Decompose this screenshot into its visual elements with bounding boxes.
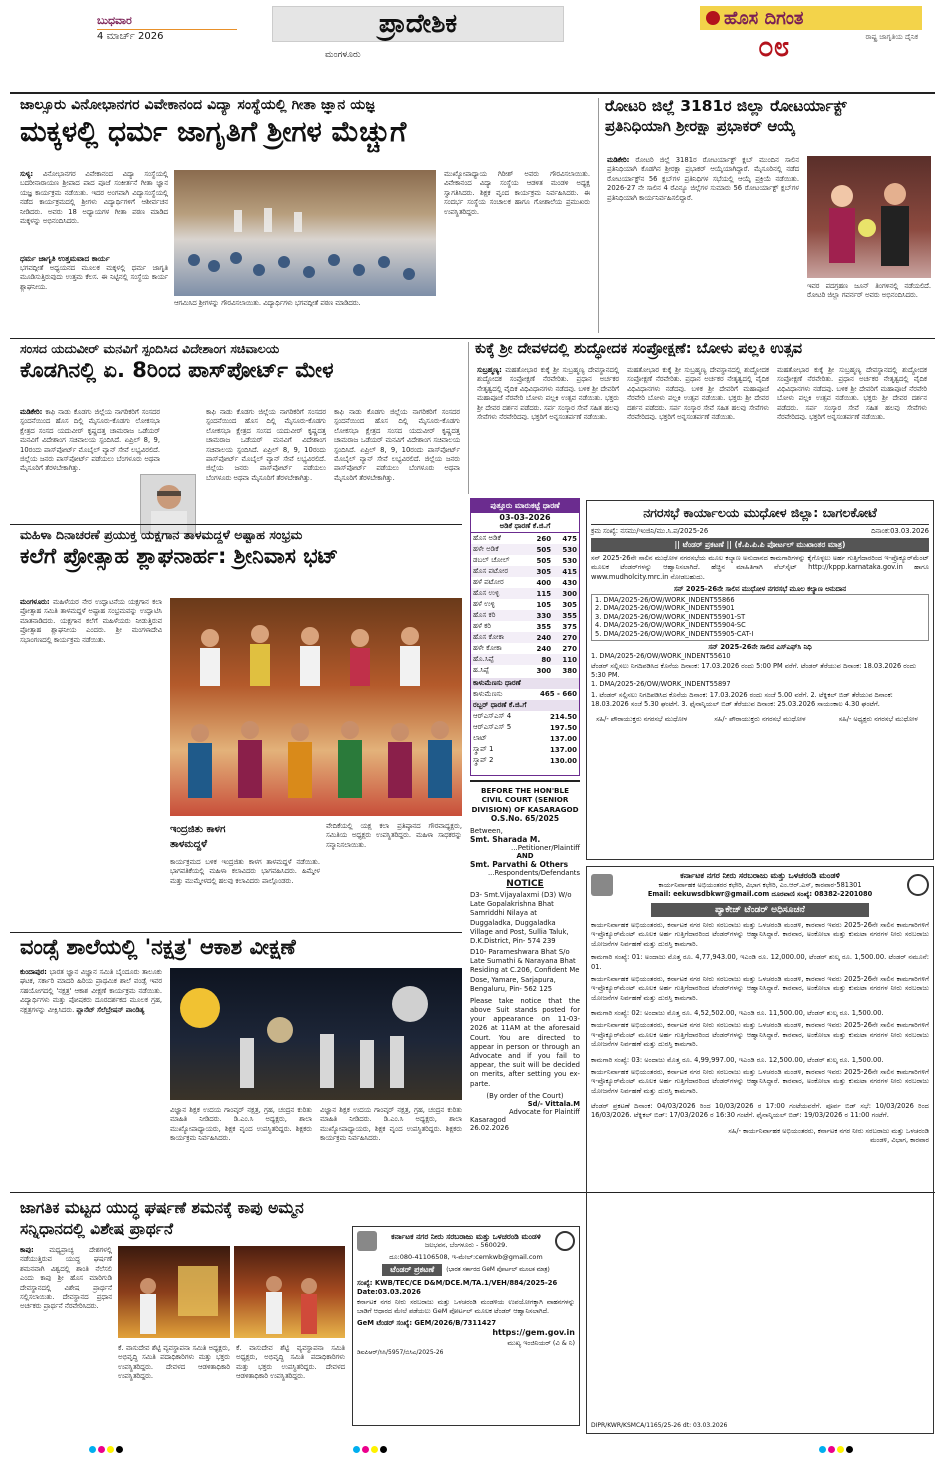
mudhol-body: ಸನ್ 2025-26ನೇ ಸಾಲಿನ ಮುಧೋಳ ನಗರಸಭೆಯ ಮೂಲ ಕಲ್ಯಾಣ ಅನುದಾನದ ಕಾಮಗಾರಿಗಳನ್ನು ಕೈಗೊಳ್ಳಲು ಅರ್ಹ ಗುತ್ತಿಗೆದಾರರಿಂದ ಇ-ಪ್ರೊಕ್ಯೂರ್‌ಮೆಂಟ್ ಮೂಲಕ ಟೆಂಡರ್‌ಗಳನ್ನು ಆಹ್ವಾನಿಸಲಾಗಿದೆ. ಹೆಚ್ಚಿನ ಮಾಹಿತಿಗಾಗಿ ವೆಬ್‌ಸೈಟ್ http://kppp.karnataka.gov.in ಹಾಗೂ www.mudholcity.mrc.in ನೋಡಬಹುದು.: [591, 554, 929, 581]
rubber-title: ರಬ್ಬರ್ ಧಾರಣೆ ಕೆ.ಜಿ.ಗೆ: [471, 700, 579, 711]
rate-name: ಡಬಲ್ ಚೋಲ್: [473, 556, 510, 564]
court-d10: D10- Parameshwara Bhat S/o Late Sumathi & Narayana Bhat Residing at C.206, Confident Me Dose, Yamare, Sarjapura, Bengaluru, Pin- 562 125: [470, 948, 580, 993]
arecanut-rate-row: [471, 599, 579, 610]
story3-col3: ಕಾಫಿ ನಾಡು ಕೊಡಗು ಜಿಲ್ಲೆಯ ನಾಗರಿಕರಿಗೆ ಸಂಸದರ ಸ್ಪಂದನೆಯಿಂದ ಹೊಸ ದಿಲ್ಲಿ ಮೈಸೂರು-ಕೊಡಗು ಲೋಕಸಭಾ ಕ್ಷೇತ್ರದ ಸಂಸದ ಯದುವೀರ್ ಕೃಷ್ಣದತ್ತ ಚಾಮರಾಜ ಒಡೆಯರ್ ಮನವಿಗೆ ವಿದೇಶಾಂಗ ಸಚಿವಾಲಯ ಸ್ಪಂದಿಸಿದೆ. ಏಪ್ರಿಲ್ 8, 9, 10ರಂದು ಪಾಸ್‌ಪೋರ್ಟ್ ಮೊಬೈಲ್ ವ್ಯಾನ್ ಸೇವೆ ಲಭ್ಯವಿರಲಿದೆ. ಜಿಲ್ಲೆಯ ಜನರು ಪಾಸ್‌ಪೋರ್ಟ್ ಪಡೆಯಲು ಬೆಂಗಳೂರು ಅಥವಾ ಮೈಸೂರಿಗೆ ತೆರಳಬೇಕಾಗಿತ್ತು.: [334, 408, 460, 482]
rubber-value: 137.00: [549, 734, 577, 743]
arecanut-rate-row: [471, 665, 579, 676]
arecanut-rate-row: [471, 610, 579, 621]
arecanut-rate-row: [471, 621, 579, 632]
story2-body: [607, 156, 799, 333]
story4-col3: ಮಹತೋಭಾರ ಕುಕ್ಕೆ ಶ್ರೀ ಸುಬ್ರಹ್ಮಣ್ಯ ದೇವಸ್ಥಾನದಲ್ಲಿ ಶುದ್ಧೋದಕ ಸಂಪ್ರೋಕ್ಷಣೆ ನೆರವೇರಿತು. ಪ್ರಧಾನ ಅರ್ಚಕರ ನೇತೃತ್ವದಲ್ಲಿ ವೈದಿಕ ವಿಧಿವಿಧಾನಗಳು ನಡೆದವು. ಬಳಿಕ ಶ್ರೀ ದೇವರಿಗೆ ಮಹಾಪೂಜೆ ನೆರವೇರಿ ಬೋಳು ಪಲ್ಲಕಿ ಉತ್ಸವ ನಡೆಯಿತು. ಭಕ್ತರು ಶ್ರೀ ದೇವರ ದರ್ಶನ ಪಡೆದರು. ಸರ್ಪ ಸಂಸ್ಕಾರ ಸೇವೆ ಸಹಿತ ಹಲವು ಸೇವೆಗಳು ನೆರವೇರಿದವು. ಭಕ್ತರಿಗೆ ಅನ್ನಸಂತರ್ಪಣೆ ನಡೆಯಿತು.: [777, 366, 927, 421]
story1-headline: ಮಕ್ಕಳಲ್ಲಿ ಧರ್ಮ ಜಾಗೃತಿಗೆ ಶ್ರೀಗಳ ಮೆಚ್ಚುಗೆ: [20, 114, 407, 148]
rate-name: ಹೊಸ ಕರಿ: [473, 611, 496, 619]
mudhol-notice-title: || ಟೆಂಡರ್ ಪ್ರಕಟಣೆ || (ಕೆ.ಪಿ.ಪಿ.ಪಿ ಪೋರ್ಟಲ್ ಮುಖಾಂತರ ಮಾತ್ರ): [591, 538, 929, 552]
rubber-value: 197.50: [549, 723, 577, 732]
court-notice-title: NOTICE: [506, 879, 544, 890]
pepper-row: [471, 689, 579, 700]
rate-name: ಹಳೇ ಅಡಿಕೆ: [473, 545, 499, 553]
rate-high: 475: [562, 534, 577, 543]
court-between: Between,: [470, 827, 503, 836]
arecanut-rate-row: [471, 566, 579, 577]
rate-high: 530: [562, 545, 577, 554]
rate-low: 80: [541, 655, 552, 664]
work-indent-item: 1. DMA/2025-26/OW/WORK_INDENT55897: [591, 680, 731, 689]
rubber-rate-row: [471, 733, 579, 744]
tender-ad-gem-url[interactable]: https://gem.gov.in: [492, 1327, 575, 1337]
rubber-name: ಆರ್‌ಎಸ್‌ಎಸ್ 5: [473, 723, 512, 731]
cmyk-marks-left: [88, 1438, 124, 1457]
pepper-label: ಕಾಳುಮೆಣಸು: [473, 690, 503, 698]
pepper-title: ಕಾಳುಮೆಣಸು ಧಾರಣೆ: [471, 678, 579, 689]
work-indent-item: 4. DMA/2025-26/OW/WORK_INDENT55904-SC: [595, 621, 746, 630]
story5-body-text: ಮಹಿಳೆಯರ ನೇರ ಉದ್ಘಾಟನೆಯ ಯಕ್ಷಗಾನ ಕಲಾ ಪ್ರೋತ್ಸಾಹ ಸಮಿತಿ ತಾಳಮದ್ದಳೆ ಅಷ್ಟಾಹ ಸಂಭ್ರಮವನ್ನು ಉದ್ಘಾಟಿಸಿ ಮಾತನಾಡಿದರು. ಯಕ್ಷಗಾನ ಕಲೆಗೆ ಮಹಿಳೆಯರು ನೀಡುತ್ತಿರುವ ಪ್ರೋತ್ಸಾಹ ಶ್ಲಾಘನೀಯ ಎಂದರು. ಶ್ರೀ ಮಂಗಳಾದೇವಿ ಸಭಾಂಗಣದಲ್ಲಿ ಕಾರ್ಯಕ್ರಮ ನಡೆಯಿತು.: [20, 598, 162, 644]
story1-subhead: ಧರ್ಮ ಜಾಗೃತಿ ಉತ್ತಮವಾದ ಕಾರ್ಯ: [20, 254, 110, 263]
story1-col1: [20, 170, 168, 333]
karnataka-emblem-icon: [357, 1231, 377, 1251]
mudhol-works2-list: [591, 652, 929, 661]
story-passport-mela: [20, 342, 460, 520]
story7-photo-1: [118, 1246, 230, 1338]
brand-tagline: ರಾಷ್ಟ್ರ ಜಾಗೃತಿಯ ದೈನಿಕ: [865, 33, 918, 41]
rate-name: ಹೊಸ ಅಡಿಕೆ: [473, 534, 501, 542]
brand-bar: [700, 6, 922, 30]
rubber-rate-row: [471, 722, 579, 733]
story3-col1: [20, 408, 160, 520]
section-banner: [272, 6, 564, 42]
story6-photo: [170, 968, 462, 1100]
rate-low: 240: [536, 633, 552, 642]
rate-high: 305: [562, 600, 577, 609]
temple-prayer-photo-2: [234, 1246, 345, 1338]
masthead-day: ಬುಧವಾರ: [97, 14, 237, 30]
mudhol-sign-2: ಸಹಿ/- ಪೌರಾಯುಕ್ತರು ನಗರಸಭೆ ಮುಧೋಳ: [714, 715, 806, 724]
rate-name: ಹಳೆ ಪಟೋರ: [473, 578, 504, 586]
story3-col2: ಕಾಫಿ ನಾಡು ಕೊಡಗು ಜಿಲ್ಲೆಯ ನಾಗರಿಕರಿಗೆ ಸಂಸದರ ಸ್ಪಂದನೆಯಿಂದ ಹೊಸ ದಿಲ್ಲಿ ಮೈಸೂರು-ಕೊಡಗು ಲೋಕಸಭಾ ಕ್ಷೇತ್ರದ ಸಂಸದ ಯದುವೀರ್ ಕೃಷ್ಣದತ್ತ ಚಾಮರಾಜ ಒಡೆಯರ್ ಮನವಿಗೆ ವಿದೇಶಾಂಗ ಸಚಿವಾಲಯ ಸ್ಪಂದಿಸಿದೆ. ಏಪ್ರಿಲ್ 8, 9, 10ರಂದು ಪಾಸ್‌ಪೋರ್ಟ್ ಮೊಬೈಲ್ ವ್ಯಾನ್ ಸೇವೆ ಲಭ್ಯವಿರಲಿದೆ. ಜಿಲ್ಲೆಯ ಜನರು ಪಾಸ್‌ಪೋರ್ಟ್ ಪಡೆಯಲು ಬೆಂಗಳೂರು ಅಥವಾ ಮೈಸೂರಿಗೆ ತೆರಳಬೇಕಾಗಿತ್ತು.: [206, 408, 326, 482]
court-d3: D3- Smt.Vijayalaxmi (D3) W/o Late Gopalakrishna Bhat Samriddhi Nilaya at Duggaladka, Duggaladka Village and Post, Sullia Taluk, D.K.District, Pin- 574 239: [470, 891, 572, 945]
story7-col2: ಕೆ. ವಾಸುದೇವ ಶೆಟ್ಟಿ ವ್ಯವಸ್ಥಾಪನಾ ಸಮಿತಿ ಅಧ್ಯಕ್ಷರು, ಅಭಿವೃದ್ಧಿ ಸಮಿತಿ ಪದಾಧಿಕಾರಿಗಳು ಮತ್ತು ಭಕ್ತರು ಉಪಸ್ಥಿತರಿದ್ದರು. ದೇವಳದ ಆಡಳಿತಾಧಿಕಾರಿ ಉಪಸ್ಥಿತರಿದ್ದರು.: [118, 1344, 230, 1381]
mudhol-dates: ಟೆಂಡರ್ ಸಲ್ಲಿಸಲು ನಿಗದಿಪಡಿಸಿದ ಕೊನೆಯ ದಿನಾಂಕ: 17.03.2026 ರಂದು 5:00 PM ವರೆಗೆ. ಟೆಂಡರ್ ತೆರೆಯುವ ದಿನಾಂಕ: 18.03.2026 ರಂದು 5:30 PM.: [591, 662, 917, 680]
rate-name: ಹೊ.ಸಿಪ್ಪೆ: [473, 655, 494, 663]
court-sign-role: Advocate for Plaintiff: [508, 1107, 580, 1116]
mudhol-sign-1: ಸಹಿ/- ಪೌರಾಯುಕ್ತರು ನಗರಸಭೆ ಮುಧೋಳ: [596, 715, 688, 724]
market-date: 03-03-2026: [499, 513, 551, 522]
story4-headline: ಕುಕ್ಕೆ ಶ್ರೀ ದೇವಳದಲ್ಲಿ ಶುದ್ಧೋದಕ ಸಂಪ್ರೋಕ್ಷಣೆ: ಬೋಳು ಪಲ್ಲಕಿ ಉತ್ಸವ: [475, 341, 803, 357]
story7-body-text: ಮಧ್ಯಪ್ರಾಚ್ಯ ದೇಶಗಳಲ್ಲಿ ನಡೆಯುತ್ತಿರುವ ಯುದ್ಧ ಘರ್ಷಣೆ ಶಮನವಾಗಿ ವಿಶ್ವದಲ್ಲಿ ಶಾಂತಿ ನೆಲೆಸಲಿ ಎಂದು ಕಾಪು ಶ್ರೀ ಹೊಸ ಮಾರಿಗುಡಿ ದೇವಸ್ಥಾನದಲ್ಲಿ ವಿಶೇಷ ಪ್ರಾರ್ಥನೆ ಸಲ್ಲಿಸಲಾಯಿತು. ದೇವಸ್ಥಾನದ ಪ್ರಧಾನ ಅರ್ಚಕರು ಪ್ರಾರ್ಥನೆ ನೆರವೇರಿಸಿದರು.: [20, 1246, 112, 1311]
court-header: BEFORE THE HON'BLE CIVIL COURT (SENIOR DIVISION) OF KASARAGOD: [471, 786, 579, 814]
story3-dateline: ಮಡಿಕೇರಿ:: [20, 408, 43, 416]
rate-name: ಹಳೆ ಉಳ್ಳಿ: [473, 600, 495, 608]
mudhol-ref-row: [591, 527, 929, 536]
tender-ad-gem-no: GeM ಟೆಂಡರ್ ಸಂಖ್ಯೆ: GEM/2026/B/7311427: [357, 1318, 497, 1327]
night-sky-photo: [170, 968, 462, 1100]
rate-name: ಹೊಸ ಪಟೋರ: [473, 567, 509, 575]
rate-name: ಹೊಸ ಕೋಕಾ: [473, 633, 505, 641]
market-title: ಪುತ್ತೂರು ಮಾರುಕಟ್ಟೆ ಧಾರಣೆ: [471, 499, 579, 513]
story1-photo: [174, 170, 436, 296]
brand-name: ಹೊಸ ದಿಗಂತ: [724, 7, 804, 29]
cmyk-marks-right: [818, 1438, 854, 1457]
story3-mp-photo: [140, 474, 196, 534]
masthead-city: ಮಂಗಳೂರು: [325, 50, 361, 60]
cmyk-marks-mid: [352, 1438, 388, 1457]
karwar-email: Email: eekuwsdbkwr@gmail.com ದೂರವಾಣಿ ಸಂಖ್ಯೆ: 08382-2201080: [647, 890, 873, 898]
divider-2: [10, 524, 462, 525]
section-title: ಪ್ರಾದೇಶಿಕ: [378, 9, 458, 39]
rate-name: ಹಳೆ ಕರಿ: [473, 622, 492, 630]
story-yakshagana: [20, 528, 462, 928]
rate-low: 305: [536, 567, 552, 576]
story-kukke: [468, 342, 931, 494]
tender-ad-title: ಟೆಂಡರ್ ಪ್ರಕಟಣೆ: [382, 1264, 442, 1276]
story7-photo-2: [234, 1246, 345, 1338]
rubber-rates-table: [471, 711, 579, 766]
court-sign: Sd/- Vittala.M: [527, 1099, 580, 1108]
story6-headline: ವಂಡ್ಸೆ ಶಾಲೆಯಲ್ಲಿ 'ನಕ್ಷತ್ರ' ಆಕಾಶ ವೀಕ್ಷಣೆ: [20, 935, 296, 959]
story6-subhead: ಪ್ಲಾನೆಟ್ ಸೆಲೆಬ್ರೇಷನ್ ಪಾಂಡಿತ್ಯ: [76, 1005, 145, 1014]
rate-low: 300: [536, 666, 552, 675]
court-defendant-role: ...Respondents/Defendants: [488, 869, 580, 878]
rate-low: 115: [536, 589, 552, 598]
work-indent-item: 1. DMA/2025-26/OW/WORK_INDENT55866: [595, 595, 735, 604]
brand-logo-icon: [706, 11, 720, 25]
mudhol-dates2: 1. ಟೆಂಡರ್ ಸಲ್ಲಿಸಲು ನಿಗದಿಪಡಿಸಿದ ಕೊನೆಯ ದಿನಾಂಕ: 17.03.2026 ರಂದು ಸಂಜೆ 5.00 ವರೆಗೆ. 2. ಟೆಕ್ನಿಕಲ್ ಬಿಡ್ ತೆರೆಯುವ ದಿನಾಂಕ: 18.03.2026 ಸಂಜೆ 5.30 ಘಂಟೆಗೆ. 3. ಫೈನಾನ್ಶಿಯಲ್ ಬಿಡ್ ತೆರೆಯುವ ದಿನಾಂಕ: 25.03.2026 ಸಾಯಂಕಾಲ 4.30 ಘಂಟೆಗೆ.: [591, 690, 893, 708]
mudhol-signatures: [591, 715, 929, 724]
rubber-value: 137.00: [549, 745, 577, 754]
rubber-name: ಆರ್‌ಎಸ್‌ಎಸ್ 4: [473, 712, 512, 720]
story6-dateline: ಕುಂದಾಪುರ:: [20, 968, 47, 976]
karwar-body: ಕಾರ್ಯನಿರ್ವಾಹಕ ಅಭಿಯಂತರರು, ಕರ್ನಾಟಕ ನಗರ ನೀರು ಸರಬರಾಜು ಮತ್ತು ಒಳಚರಂಡಿ ಮಂಡಳಿ, ಕಾರವಾರ ಇವರು 2025-26ನೇ ಸಾಲಿನ ಕಾಮಗಾರಿಗಳಿಗೆ ಇ-ಪ್ರೊಕ್ಯೂರ್‌ಮೆಂಟ್ ಮೂಲಕ ಅರ್ಹ ಗುತ್ತಿಗೆದಾರರಿಂದ ಟೆಂಡರ್‌ಗಳನ್ನು ಆಹ್ವಾನಿಸಿದ್ದಾರೆ. ಕಾರವಾರ, ಅಂಕೋಲಾ ಮತ್ತು ಕುಮಟಾ ನಗರಗಳ ನೀರು ಸರಬರಾಜು ಯೋಜನೆಗಳ ನಿರ್ವಹಣೆ ಮತ್ತು ದುರಸ್ತಿ ಕಾಮಗಾರಿ.: [591, 921, 929, 948]
rubber-value: 130.00: [549, 756, 577, 765]
story5-body2: ಕಾರ್ಯಕ್ರಮದ ಬಳಿಕ ಇಂದ್ರಜಿತು ಕಾಳಗ ತಾಳಮದ್ದಳೆ ನಡೆಯಿತು. ಭಾಗವತಿಕೆಯಲ್ಲಿ ಮಹಿಳಾ ಕಲಾವಿದರು ಭಾಗವಹಿಸಿದರು. ಹಿಮ್ಮೇಳ ಮತ್ತು ಮುಮ್ಮೇಳದಲ್ಲಿ ಹಲವು ಕಲಾವಿದರು ಪಾಲ್ಗೊಂಡರು.: [170, 858, 320, 885]
story7-col1: [20, 1246, 112, 1434]
karwar-item-2: ಕಾಮಗಾರಿ ಸಂಖ್ಯೆ: 02: ಅಂದಾಜು ಮೊತ್ತ ರೂ. 4,52,502.00, ಇಎಂಡಿ ರೂ. 11,500.00, ಟೆಂಡರ್ ಶುಲ್ಕ ರೂ. 1,500.00.: [591, 1009, 884, 1017]
story-geetha-yajna: [20, 98, 590, 333]
court-plaintiff: Smt. Sharada M.: [470, 835, 541, 845]
rubber-rate-row: [471, 744, 579, 755]
karwar-item-3-detail: ಕಾರ್ಯನಿರ್ವಾಹಕ ಅಭಿಯಂತರರು, ಕರ್ನಾಟಕ ನಗರ ನೀರು ಸರಬರಾಜು ಮತ್ತು ಒಳಚರಂಡಿ ಮಂಡಳಿ, ಕಾರವಾರ ಇವರು 2025-26ನೇ ಸಾಲಿನ ಕಾಮಗಾರಿಗಳಿಗೆ ಇ-ಪ್ರೊಕ್ಯೂರ್‌ಮೆಂಟ್ ಮೂಲಕ ಅರ್ಹ ಗುತ್ತಿಗೆದಾರರಿಂದ ಟೆಂಡರ್‌ಗಳನ್ನು ಆಹ್ವಾನಿಸಿದ್ದಾರೆ. ಕಾರವಾರ, ಅಂಕೋಲಾ ಮತ್ತು ಕುಮಟಾ ನಗರಗಳ ನೀರು ಸರಬರಾಜು ಯೋಜನೆಗಳ ನಿರ್ವಹಣೆ ಮತ್ತು ದುರಸ್ತಿ ಕಾಮಗಾರಿ.: [591, 1067, 929, 1095]
story6-body-text: ಭಾರತ ಜ್ಞಾನ ವಿಜ್ಞಾನ ಸಮಿತಿ ಬೈಂದೂರು ತಾಲೂಕು ಘಟಕ, ಸರ್ಕಾರಿ ಮಾದರಿ ಹಿರಿಯ ಪ್ರಾಥಮಿಕ ಶಾಲೆ ವಂಡ್ಸೆ ಇವರ ಸಹಯೋಗದಲ್ಲಿ 'ನಕ್ಷತ್ರ' ಆಕಾಶ ವೀಕ್ಷಣೆ ಕಾರ್ಯಕ್ರಮ ನಡೆಯಿತು. ವಿದ್ಯಾರ್ಥಿಗಳು ಮತ್ತು ಪೋಷಕರು ದೂರದರ್ಶಕದ ಮೂಲಕ ಗ್ರಹ, ನಕ್ಷತ್ರಗಳನ್ನು ವೀಕ್ಷಿಸಿದರು.: [20, 968, 162, 1014]
court-notice: [470, 780, 580, 1192]
story7-col3: ಕೆ. ವಾಸುದೇವ ಶೆಟ್ಟಿ ವ್ಯವಸ್ಥಾಪನಾ ಸಮಿತಿ ಅಧ್ಯಕ್ಷರು, ಅಭಿವೃದ್ಧಿ ಸಮಿತಿ ಪದಾಧಿಕಾರಿಗಳು ಮತ್ತು ಭಕ್ತರು ಉಪಸ್ಥಿತರಿದ್ದರು. ದೇವಳದ ಆಡಳಿತಾಧಿಕಾರಿ ಉಪಸ್ಥಿತರಿದ್ದರು.: [236, 1344, 345, 1381]
story4-col1: [477, 366, 619, 494]
rate-high: 300: [562, 589, 577, 598]
mudhol-works-title: ಸನ್ 2025-26ನೇ ಸಾಲಿನ ಮುಧೋಳ ನಗರಸಭೆ ಮೂಲ ಕಲ್ಯಾಣ ಅನುದಾನ: [673, 584, 847, 593]
story5-col1: [20, 598, 162, 928]
award-photo: [807, 156, 931, 278]
story3-headline: ಕೊಡಗಿನಲ್ಲಿ ಏ. 8ರಿಂದ ಪಾಸ್‌ಪೋರ್ಟ್ ಮೇಳ: [20, 358, 334, 383]
rubber-value: 214.50: [549, 712, 577, 721]
rate-low: 505: [536, 556, 552, 565]
arecanut-rate-row: [471, 632, 579, 643]
kuwssb-logo-icon: [555, 1231, 575, 1251]
court-date: 26.02.2026: [470, 1123, 509, 1132]
arecanut-rate-row: [471, 643, 579, 654]
mudhol-works-list: [591, 594, 929, 641]
court-order: (By order of the Court): [486, 1091, 564, 1100]
story5-dateline: ಮಂಗಳೂರು:: [20, 598, 50, 606]
rubber-rate-row: [471, 755, 579, 766]
rate-high: 110: [562, 655, 577, 664]
tender-ad-header: [357, 1231, 575, 1251]
story5-subhead: ಇಂದ್ರಜಿತು ಕಾಳಗ ತಾಳಮದ್ದಳೆ: [170, 824, 226, 850]
masthead: [0, 0, 945, 94]
rate-low: 105: [536, 600, 552, 609]
rate-name: ಹೊಸ ಉಳ್ಳಿ: [473, 589, 500, 597]
story-rotaract: [598, 98, 931, 333]
rate-high: 375: [562, 622, 577, 631]
arecanut-rate-row: [471, 555, 579, 566]
rate-low: 355: [536, 622, 552, 631]
rate-high: 530: [562, 556, 577, 565]
masthead-date: 4 ಮಾರ್ಚ್ 2026: [97, 31, 164, 42]
page-number: ೦೮: [758, 30, 790, 63]
rubber-name: ಸ್ಕ್ರಾಪ್ 1: [473, 745, 494, 753]
story5-headline: ಕಲೆಗೆ ಪ್ರೋತ್ಸಾಹ ಶ್ಲಾಘನಾರ್ಹ: ಶ್ರೀನಿವಾಸ ಭಟ್: [20, 544, 339, 569]
divider-1: [10, 338, 935, 339]
story5-kicker: ಮಹಿಳಾ ದಿನಾಚರಣೆ ಪ್ರಯುಕ್ತ ಯಕ್ಷಗಾನ ತಾಳಮದ್ದಳೆ ಅಷ್ಟಾಹ ಸಂಭ್ರಮ: [20, 527, 303, 542]
rate-name: ಹಳೇ ಕೋಕಾ: [473, 644, 502, 652]
story6-col1: [20, 968, 162, 1188]
story4-col2: ಮಹತೋಭಾರ ಕುಕ್ಕೆ ಶ್ರೀ ಸುಬ್ರಹ್ಮಣ್ಯ ದೇವಸ್ಥಾನದಲ್ಲಿ ಶುದ್ಧೋದಕ ಸಂಪ್ರೋಕ್ಷಣೆ ನೆರವೇರಿತು. ಪ್ರಧಾನ ಅರ್ಚಕರ ನೇತೃತ್ವದಲ್ಲಿ ವೈದಿಕ ವಿಧಿವಿಧಾನಗಳು ನಡೆದವು. ಬಳಿಕ ಶ್ರೀ ದೇವರಿಗೆ ಮಹಾಪೂಜೆ ನೆರವೇರಿ ಬೋಳು ಪಲ್ಲಕಿ ಉತ್ಸವ ನಡೆಯಿತು. ಭಕ್ತರು ಶ್ರೀ ದೇವರ ದರ್ಶನ ಪಡೆದರು. ಸರ್ಪ ಸಂಸ್ಕಾರ ಸೇವೆ ಸಹಿತ ಹಲವು ಸೇವೆಗಳು ನೆರವೇರಿದವು. ಭಕ್ತರಿಗೆ ಅನ್ನಸಂತರ್ಪಣೆ ನಡೆಯಿತು.: [627, 366, 769, 421]
rate-high: 430: [562, 578, 577, 587]
rate-name: ಹ.ಸಿಪ್ಪೆ: [473, 666, 490, 674]
court-place: Kasaragod: [470, 1115, 506, 1124]
rubber-name: ಲಾಟ್: [473, 734, 487, 742]
story2-body-text: ರೋಟರಿ ಜಿಲ್ಲೆ 3181ರ ರೋಟರ್ಯಾಕ್ಟ್ ಕ್ಲಬ್ ಮುಂದಿನ ಸಾಲಿನ ಪ್ರತಿನಿಧಿಯಾಗಿ ಕೊಡಗಿನ ಶ್ರೀರಕ್ಷಾ ಪ್ರಭಾಕರ್ ಆಯ್ಕೆಯಾಗಿದ್ದಾರೆ. ಮೈಸೂರಿನಲ್ಲಿ ನಡೆದ ರೋಟರ್ಯಾಕ್ಟ್‌ನ 56 ಕ್ಲಬ್‌ಗಳ ಪ್ರತಿನಿಧಿಗಳ ಸಭೆಯಲ್ಲಿ ಆಯ್ಕೆ ಪ್ರಕ್ರಿಯೆ ನಡೆಯಿತು. 2026-27 ನೇ ಸಾಲಿನ 4 ರೆವಿನ್ಯೂ ಜಿಲ್ಲೆಗಳ ಸುಮಾರು 56 ರೋಟರ್ಯಾಕ್ಟ್ ಕ್ಲಬ್‌ಗಳ ಪ್ರತಿನಿಧಿಯಾಗಿ ಕಾರ್ಯನಿರ್ವಹಿಸಲಿದ್ದಾರೆ.: [607, 156, 799, 202]
story2-dateline: ಮಡಿಕೇರಿ:: [607, 156, 630, 164]
work-indent-item: 3. DMA/2025-26/OW/WORK_INDENT55901-ST: [595, 612, 746, 621]
story1-body: [20, 170, 168, 252]
rate-high: 380: [562, 666, 577, 675]
story5-body3: ವೇದಿಕೆಯಲ್ಲಿ ಯಕ್ಷ ಕಲಾ ಪ್ರತಿಷ್ಠಾನದ ಗೌರವಾಧ್ಯಕ್ಷರು, ಸಮಿತಿಯ ಅಧ್ಯಕ್ಷರು ಉಪಸ್ಥಿತರಿದ್ದರು. ಮಹಿಳಾ ಸಾಧಕರನ್ನು ಸನ್ಮಾನಿಸಲಾಯಿತು.: [326, 822, 462, 849]
brand-block: [700, 6, 922, 66]
karwar-signer: ಸಹಿ/- ಕಾರ್ಯನಿರ್ವಾಹಕ ಅಭಿಯಂತರರು, ಕರ್ನಾಟಕ ನಗರ ನೀರು ಸರಬರಾಜು ಮತ್ತು ಒಳಚರಂಡಿ ಮಂಡಳಿ, ವಿಭಾಗ, ಕಾರವಾರ: [728, 1126, 929, 1144]
students-photo: [174, 170, 436, 296]
story1-body-text: ವಿನೋಭಾನಗರ ವಿವೇಕಾನಂದ ವಿದ್ಯಾ ಸಂಸ್ಥೆಯಲ್ಲಿ ಬದರೀನಾರಾಯಣ ಶ್ರೀಪಾದ ಪಾದ ಪೂಜೆ ಸಂಕೀರ್ತನೆ ಗೀತಾ ಜ್ಞಾನ ಯಜ್ಞ ಕಾರ್ಯಕ್ರಮ ನಡೆಯಿತು. ಇದರ ಅಂಗವಾಗಿ ವಿದ್ಯಾಸಂಸ್ಥೆಯಲ್ಲಿ ನಡೆದ ಕಾರ್ಯಕ್ರಮದಲ್ಲಿ ಶ್ರೀಗಳು ವಿದ್ಯಾರ್ಥಿಗಳಿಗೆ ಆಶೀರ್ವಚನ ನೀಡಿದರು. ಅವರು 18 ಅಧ್ಯಾಯಗಳ ಗೀತಾ ಪಠಣ ಮಾಡಿದ ಮಕ್ಕಳನ್ನು ಅಭಿನಂದಿಸಿದರು.: [20, 170, 168, 225]
karwar-org: ಕರ್ನಾಟಕ ನಗರ ನೀರು ಸರಬರಾಜು ಮತ್ತು ಒಳಚರಂಡಿ ಮಂಡಳಿ: [680, 871, 840, 880]
story2-kicker: ರೋಟರಿ ಜಿಲ್ಲೆ 3181ರ ಜಿಲ್ಲಾ ರೋಟರ್ಯಾಕ್ಟ್: [605, 97, 847, 115]
karwar-schedule: ಟೆಂಡರ್ ಪ್ರಕಟಣೆ ದಿನಾಂಕ: 04/03/2026 ರಿಂದ 10/03/2026 ರ 17:00 ಗಂಟೆಯವರೆಗೆ. ಪೂರ್ವ ಬಿಡ್ ಸಭೆ: 10/03/2026 ರಿಂದ 16/03/2026. ಟೆಕ್ನಿಕಲ್ ಬಿಡ್: 17/03/2026 ರ 16:30 ಗಂಟೆಗೆ. ಫೈನಾನ್ಶಿಯಲ್ ಬಿಡ್: 19/03/2026 ರ 11:00 ಗಂಟೆಗೆ.: [591, 1102, 929, 1120]
tender-ad-bengaluru: [352, 1226, 580, 1426]
arecanut-rate-row: [471, 544, 579, 555]
work-indent-item: 2. DMA/2025-26/OW/WORK_INDENT55901: [595, 604, 735, 613]
mudhol-ref: ಕ್ರಮ ಸಂಖ್ಯೆ: ನಸಮು/ಇಂಜಿನಿ/ಮು.ಸಿ.ಪ/2025-26: [591, 527, 709, 535]
arecanut-rate-row: [471, 533, 579, 544]
court-defendant: Smt. Parvathi & Others: [470, 860, 569, 870]
story4-body-text: ಮಹತೋಭಾರ ಕುಕ್ಕೆ ಶ್ರೀ ಸುಬ್ರಹ್ಮಣ್ಯ ದೇವಸ್ಥಾನದಲ್ಲಿ ಶುದ್ಧೋದಕ ಸಂಪ್ರೋಕ್ಷಣೆ ನೆರವೇರಿತು. ಪ್ರಧಾನ ಅರ್ಚಕರ ನೇತೃತ್ವದಲ್ಲಿ ವೈದಿಕ ವಿಧಿವಿಧಾನಗಳು ನಡೆದವು. ಬಳಿಕ ಶ್ರೀ ದೇವರಿಗೆ ಮಹಾಪೂಜೆ ನೆರವೇರಿ ಬೋಳು ಪಲ್ಲಕಿ ಉತ್ಸವ ನಡೆಯಿತು. ಭಕ್ತರು ಶ್ರೀ ದೇವರ ದರ್ಶನ ಪಡೆದರು. ಸರ್ಪ ಸಂಸ್ಕಾರ ಸೇವೆ ಸಹಿತ ಹಲವು ಸೇವೆಗಳು ನೆರವೇರಿದವು. ಭಕ್ತರಿಗೆ ಅನ್ನಸಂತರ್ಪಣೆ ನಡೆಯಿತು.: [477, 366, 619, 421]
story1-kicker: ಜಾಲ್ಸೂರು ವಿನೋಭಾನಗರ ವಿವೇಕಾನಂದ ವಿದ್ಯಾ ಸಂಸ್ಥೆಯಲ್ಲಿ ಗೀತಾ ಜ್ಞಾನ ಯಜ್ಞ: [20, 97, 375, 113]
karwar-footer: DIPR/KWR/KSMCA/1165/25-26 dt: 03.03.2026: [591, 1422, 728, 1429]
court-case: O.S.No. 65/2025: [490, 814, 560, 824]
karwar-item-1-detail: ಕಾರ್ಯನಿರ್ವಾಹಕ ಅಭಿಯಂತರರು, ಕರ್ನಾಟಕ ನಗರ ನೀರು ಸರಬರಾಜು ಮತ್ತು ಒಳಚರಂಡಿ ಮಂಡಳಿ, ಕಾರವಾರ ಇವರು 2025-26ನೇ ಸಾಲಿನ ಕಾಮಗಾರಿಗಳಿಗೆ ಇ-ಪ್ರೊಕ್ಯೂರ್‌ಮೆಂಟ್ ಮೂಲಕ ಅರ್ಹ ಗುತ್ತಿಗೆದಾರರಿಂದ ಟೆಂಡರ್‌ಗಳನ್ನು ಆಹ್ವಾನಿಸಿದ್ದಾರೆ. ಕಾರವಾರ, ಅಂಕೋಲಾ ಮತ್ತು ಕುಮಟಾ ನಗರಗಳ ನೀರು ಸರಬರಾಜು ಯೋಜನೆಗಳ ನಿರ್ವಹಣೆ ಮತ್ತು ದುರಸ್ತಿ ಕಾಮಗಾರಿ.: [591, 974, 929, 1002]
story6-col2: ವಿಜ್ಞಾನ ಶಿಕ್ಷಕ ಉದಯ ಗಾಂವ್ಕರ್ ನಕ್ಷತ್ರ, ಗ್ರಹ, ಚಂದ್ರನ ಕುರಿತು ಮಾಹಿತಿ ನೀಡಿದರು. ಡಿ.ಎಂ.ಸಿ ಅಧ್ಯಕ್ಷರು, ಶಾಲಾ ಮುಖ್ಯೋಪಾಧ್ಯಾಯರು, ಶಿಕ್ಷಕ ವೃಂದ ಉಪಸ್ಥಿತರಿದ್ದರು. ಶಿಕ್ಷಕರು ಕಾರ್ಯಕ್ರಮ ನಿರ್ವಹಿಸಿದರು.: [170, 1106, 312, 1143]
market-rates-box: [470, 498, 580, 776]
tender-ad-ref: ಸಂಖ್ಯೆ: KWB/TEC/CE D&M/DCE.M/TA.1/VEH/884/2025-26: [357, 1279, 558, 1287]
karwar-tender-ad: [586, 866, 934, 1434]
karwar-item-3: ಕಾಮಗಾರಿ ಸಂಖ್ಯೆ: 03: ಅಂದಾಜು ಮೊತ್ತ ರೂ. 4,99,997.00, ಇಎಂಡಿ ರೂ. 12,500.00, ಟೆಂಡರ್ ಶುಲ್ಕ ರೂ. 1,500.00.: [591, 1055, 884, 1064]
masthead-rule: [10, 92, 935, 94]
story3-kicker: ಸಂಸದ ಯದುವೀರ್ ಮನವಿಗೆ ಸ್ಪಂದಿಸಿದ ವಿದೇಶಾಂಗ ಸಚಿವಾಲಯ: [20, 341, 280, 356]
story5-photo: [170, 598, 462, 816]
market-subtitle: ಅಡಿಕೆ ಧಾರಣೆ ಕೆ.ಜಿ.ಗೆ: [471, 522, 579, 533]
tender-ad-title-row: [357, 1264, 575, 1276]
mudhol-sign-3: ಸಹಿ/- ಅಧ್ಯಕ್ಷರು ನಗರಸಭೆ ಮುಧೋಳ: [838, 715, 918, 724]
tender-ad-address: ಜಲಭವನ, ಬೆಂಗಳೂರು - 560029.: [424, 1241, 508, 1250]
rate-high: 270: [562, 633, 577, 642]
rate-low: 330: [536, 611, 552, 620]
rate-high: 355: [562, 611, 577, 620]
mudhol-tender-ad: [586, 500, 934, 860]
tender-ad-signer: ಮುಖ್ಯ ಇಂಜಿನಿಯರ್ (ವಿ & ನಿ): [507, 1338, 575, 1347]
court-plaintiff-role: ...Petitioner/Plaintiff: [511, 844, 580, 853]
rate-low: 240: [536, 644, 552, 653]
karwar-header: [591, 871, 929, 899]
mudhol-title: ನಗರಸಭೆ ಕಾರ್ಯಾಲಯ ಮುಧೋಳ ಜಿಲ್ಲಾ: ಬಾಗಲಕೋಟೆ: [591, 505, 929, 525]
tender-ad-subtitle: (ಭಾರತ ಸರ್ಕಾರದ GeM ಪೋರ್ಟಲ್ ಮೂಲಕ ಮಾತ್ರ): [446, 1266, 550, 1273]
story2-headline: ಪ್ರತಿನಿಧಿಯಾಗಿ ಶ್ರೀರಕ್ಷಾ ಪ್ರಭಾಕರ್ ಆಯ್ಕೆ: [605, 117, 796, 136]
temple-prayer-photo-1: [118, 1246, 230, 1338]
rate-low: 505: [536, 545, 552, 554]
tender-ad-gem: [357, 1319, 575, 1328]
pepper-range: 465 - 660: [539, 690, 577, 698]
yakshagana-group-photo: [170, 598, 462, 816]
masthead-date-block: [97, 14, 237, 42]
court-body: Please take notice that the above Suit stands posted for your appearance on 11-03-2026 at 11AM at the aforesaid Court. You are directed to appear in person or through an Advocate and if you fail to appear, the suit will be decided on merits, after setting you ex-parte.: [470, 996, 580, 1088]
karwar-item-2-detail: ಕಾರ್ಯನಿರ್ವಾಹಕ ಅಭಿಯಂತರರು, ಕರ್ನಾಟಕ ನಗರ ನೀರು ಸರಬರಾಜು ಮತ್ತು ಒಳಚರಂಡಿ ಮಂಡಳಿ, ಕಾರವಾರ ಇವರು 2025-26ನೇ ಸಾಲಿನ ಕಾಮಗಾರಿಗಳಿಗೆ ಇ-ಪ್ರೊಕ್ಯೂರ್‌ಮೆಂಟ್ ಮೂಲಕ ಅರ್ಹ ಗುತ್ತಿಗೆದಾರರಿಂದ ಟೆಂಡರ್‌ಗಳನ್ನು ಆಹ್ವಾನಿಸಿದ್ದಾರೆ. ಕಾರವಾರ, ಅಂಕೋಲಾ ಮತ್ತು ಕುಮಟಾ ನಗರಗಳ ನೀರು ಸರಬರಾಜು ಯೋಜನೆಗಳ ನಿರ್ವಹಣೆ ಮತ್ತು ದುರಸ್ತಿ ಕಾಮಗಾರಿ.: [591, 1021, 929, 1049]
mudhol-date: ದಿನಾಂಕ:03.03.2026: [871, 527, 929, 535]
karwar-logo-icon: [907, 874, 929, 896]
story1-body3: ಮುಖ್ಯೋಪಾಧ್ಯಾಯ ಗಿರೀಶ್ ಅವರು ಗೌರವಿಸಲಾಯಿತು. ವಿವೇಕಾನಂದ ವಿದ್ಯಾ ಸಂಸ್ಥೆಯ ಆಡಳಿತ ಮಂಡಳಿ ಅಧ್ಯಕ್ಷ ಸ್ವಾಗತಿಸಿದರು. ಶಿಕ್ಷಕ ವೃಂದ ಕಾರ್ಯಕ್ರಮ ನಿರ್ವಹಿಸಿದರು. ಈ ಸಂದರ್ಭ ಸಂಸ್ಥೆಯ ಸಂಚಾಲಕ ಹಾಗೂ ಗೋಶಾಲೆಯ ಪ್ರಮುಖರು ಉಪಸ್ಥಿತರಿದ್ದರು.: [444, 170, 590, 216]
story2-photo: [807, 156, 931, 278]
story1-caption: ಆಗಮಿಸಿದ ಶ್ರೀಗಳನ್ನು ಗೌರವಿಸಲಾಯಿತು. ವಿದ್ಯಾರ್ಥಿಗಳು ಭಗವದ್ಗೀತೆ ಪಠಣ ಮಾಡಿದರು.: [174, 299, 361, 307]
tender-ad-footer: ಡಿಐಪಿಆರ್/ಸಿಸಿ/5957/ಬಿಸಿಎ/2025-26: [357, 1348, 444, 1356]
divider-3: [10, 932, 462, 933]
karwar-title: ಪ್ಯಾಕೇಜ್ ಟೆಂಡರ್ ಅಧಿಸೂಚನೆ: [651, 903, 869, 917]
story7-dateline: ಕಾಪು:: [20, 1246, 34, 1254]
rate-low: 260: [536, 534, 552, 543]
rate-high: 415: [562, 567, 577, 576]
arecanut-rate-row: [471, 654, 579, 665]
rubber-rate-row: [471, 711, 579, 722]
mudhol-works3-list: [591, 680, 929, 689]
work-indent-item: 5. DMA/2025-26/OW/WORK_INDENT55905-CAT-I: [595, 630, 754, 638]
story2-caption: ಇವರ ಪದಗ್ರಹಣ ಜೂನ್ ತಿಂಗಳಿನಲ್ಲಿ ನಡೆಯಲಿದೆ. ರೋಟರಿ ಜಿಲ್ಲಾ ಗವರ್ನರ್ ಅವರು ಅಭಿನಂದಿಸಿದರು.: [807, 282, 931, 300]
mp-portrait: [141, 475, 196, 534]
arecanut-rate-row: [471, 588, 579, 599]
tender-ad-body: ಕರ್ನಾಟಕ ನಗರ ನೀರು ಸರಬರಾಜು ಮತ್ತು ಒಳಚರಂಡಿ ಮಂಡಳಿಯ ಉಪಯೋಗಕ್ಕಾಗಿ ವಾಹನಗಳನ್ನು ಬಾಡಿಗೆ ಆಧಾರದ ಮೇಲೆ ಪಡೆಯಲು GeM ಪೋರ್ಟಲ್ ಮೂಲಕ ಟೆಂಡರ್ ಆಹ್ವಾನಿಸಲಾಗಿದೆ.: [357, 1298, 575, 1315]
story-kapu-prayer: [20, 1198, 345, 1434]
story1-dateline: ಸುಳ್ಯ:: [20, 170, 34, 178]
arecanut-rate-row: [471, 577, 579, 588]
rubber-name: ಸ್ಕ್ರಾಪ್ 2: [473, 756, 494, 764]
story-vandse-star-gazing: [20, 936, 462, 1188]
work-indent-item: 1. DMA/2025-26/OW/WORK_INDENT55610: [591, 651, 731, 660]
rate-low: 400: [536, 578, 552, 587]
story6-col3: ವಿಜ್ಞಾನ ಶಿಕ್ಷಕ ಉದಯ ಗಾಂವ್ಕರ್ ನಕ್ಷತ್ರ, ಗ್ರಹ, ಚಂದ್ರನ ಕುರಿತು ಮಾಹಿತಿ ನೀಡಿದರು. ಡಿ.ಎಂ.ಸಿ ಅಧ್ಯಕ್ಷರು, ಶಾಲಾ ಮುಖ್ಯೋಪಾಧ್ಯಾಯರು, ಶಿಕ್ಷಕ ವೃಂದ ಉಪಸ್ಥಿತರಿದ್ದರು. ಶಿಕ್ಷಕರು ಕಾರ್ಯಕ್ರಮ ನಿರ್ವಹಿಸಿದರು.: [320, 1106, 462, 1143]
tender-ad-contact: ದೂ:080-41106508, ಇ-ಮೇಲ್:cemkwb@gmail.com: [389, 1253, 543, 1261]
tender-ad-date: Date:03.03.2026: [357, 1288, 421, 1296]
court-and: AND: [516, 852, 534, 861]
story3-body-text: ಕಾಫಿ ನಾಡು ಕೊಡಗು ಜಿಲ್ಲೆಯ ನಾಗರಿಕರಿಗೆ ಸಂಸದರ ಸ್ಪಂದನೆಯಿಂದ ಹೊಸ ದಿಲ್ಲಿ ಮೈಸೂರು-ಕೊಡಗು ಲೋಕಸಭಾ ಕ್ಷೇತ್ರದ ಸಂಸದ ಯದುವೀರ್ ಕೃಷ್ಣದತ್ತ ಚಾಮರಾಜ ಒಡೆಯರ್ ಮನವಿಗೆ ವಿದೇಶಾಂಗ ಸಚಿವಾಲಯ ಸ್ಪಂದಿಸಿದೆ. ಏಪ್ರಿಲ್ 8, 9, 10ರಂದು ಪಾಸ್‌ಪೋರ್ಟ್ ಮೊಬೈಲ್ ವ್ಯಾನ್ ಸೇವೆ ಲಭ್ಯವಿರಲಿದೆ. ಜಿಲ್ಲೆಯ ಜನರು ಪಾಸ್‌ಪೋರ್ಟ್ ಪಡೆಯಲು ಬೆಂಗಳೂರು ಅಥವಾ ಮೈಸೂರಿಗೆ ತೆರಳಬೇಕಾಗಿತ್ತು.: [20, 408, 160, 473]
story1-body2: ಭಗವದ್ಗೀತೆ ಅಧ್ಯಯನದ ಮೂಲಕ ಮಕ್ಕಳಲ್ಲಿ ಧರ್ಮ ಜಾಗೃತಿ ಮೂಡಿಸುತ್ತಿರುವುದು ಉತ್ತಮ ಕೆಲಸ. ಈ ನಿಟ್ಟಿನಲ್ಲಿ ಸಂಸ್ಥೆಯ ಕಾರ್ಯ ಶ್ಲಾಘನೀಯ.: [20, 264, 168, 291]
karwar-division: ಕಾರ್ಯನಿರ್ವಾಹಕ ಅಭಿಯಂತರರ ಕಛೇರಿ, ವಿಭಾಗ ಕಛೇರಿ, ಎಂ.ಆರ್.ಎಸ್, ಕಾರವಾರ-581301: [658, 881, 862, 889]
story4-dateline: ಸುಬ್ರಹ್ಮಣ್ಯ:: [477, 366, 502, 374]
rate-high: 270: [562, 644, 577, 653]
tender-ad-org: ಕರ್ನಾಟಕ ನಗರ ನೀರು ಸರಬರಾಜು ಮತ್ತು ಒಳಚರಂಡಿ ಮಂಡಳಿ: [391, 1231, 541, 1241]
story7-headline: ಜಾಗತಿಕ ಮಟ್ಟದ ಯುದ್ಧ ಘರ್ಷಣೆ ಶಮನಕ್ಕೆ ಕಾಪು ಅಮ್ಮನ ಸನ್ನಿಧಾನದಲ್ಲಿ ವಿಶೇಷ ಪ್ರಾರ್ಥನೆ: [20, 1199, 304, 1238]
karwar-emblem-icon: [591, 874, 613, 896]
arecanut-rates-table: [471, 533, 579, 676]
mudhol-works2-title: ಸನ್ 2025-26ನೇ ಸಾಲಿನ ಎಸ್‌ಎಫ್‌ಸಿ ನಿಧಿ: [708, 642, 812, 651]
karwar-item-1: ಕಾಮಗಾರಿ ಸಂಖ್ಯೆ: 01: ಅಂದಾಜು ಮೊತ್ತ ರೂ. 4,77,943.00, ಇಎಂಡಿ ರೂ. 12,000.00, ಟೆಂಡರ್ ಶುಲ್ಕ ರೂ. 1,500.00. ಟೆಂಡರ್ ನಮೂನೆ: 01.: [591, 953, 929, 971]
